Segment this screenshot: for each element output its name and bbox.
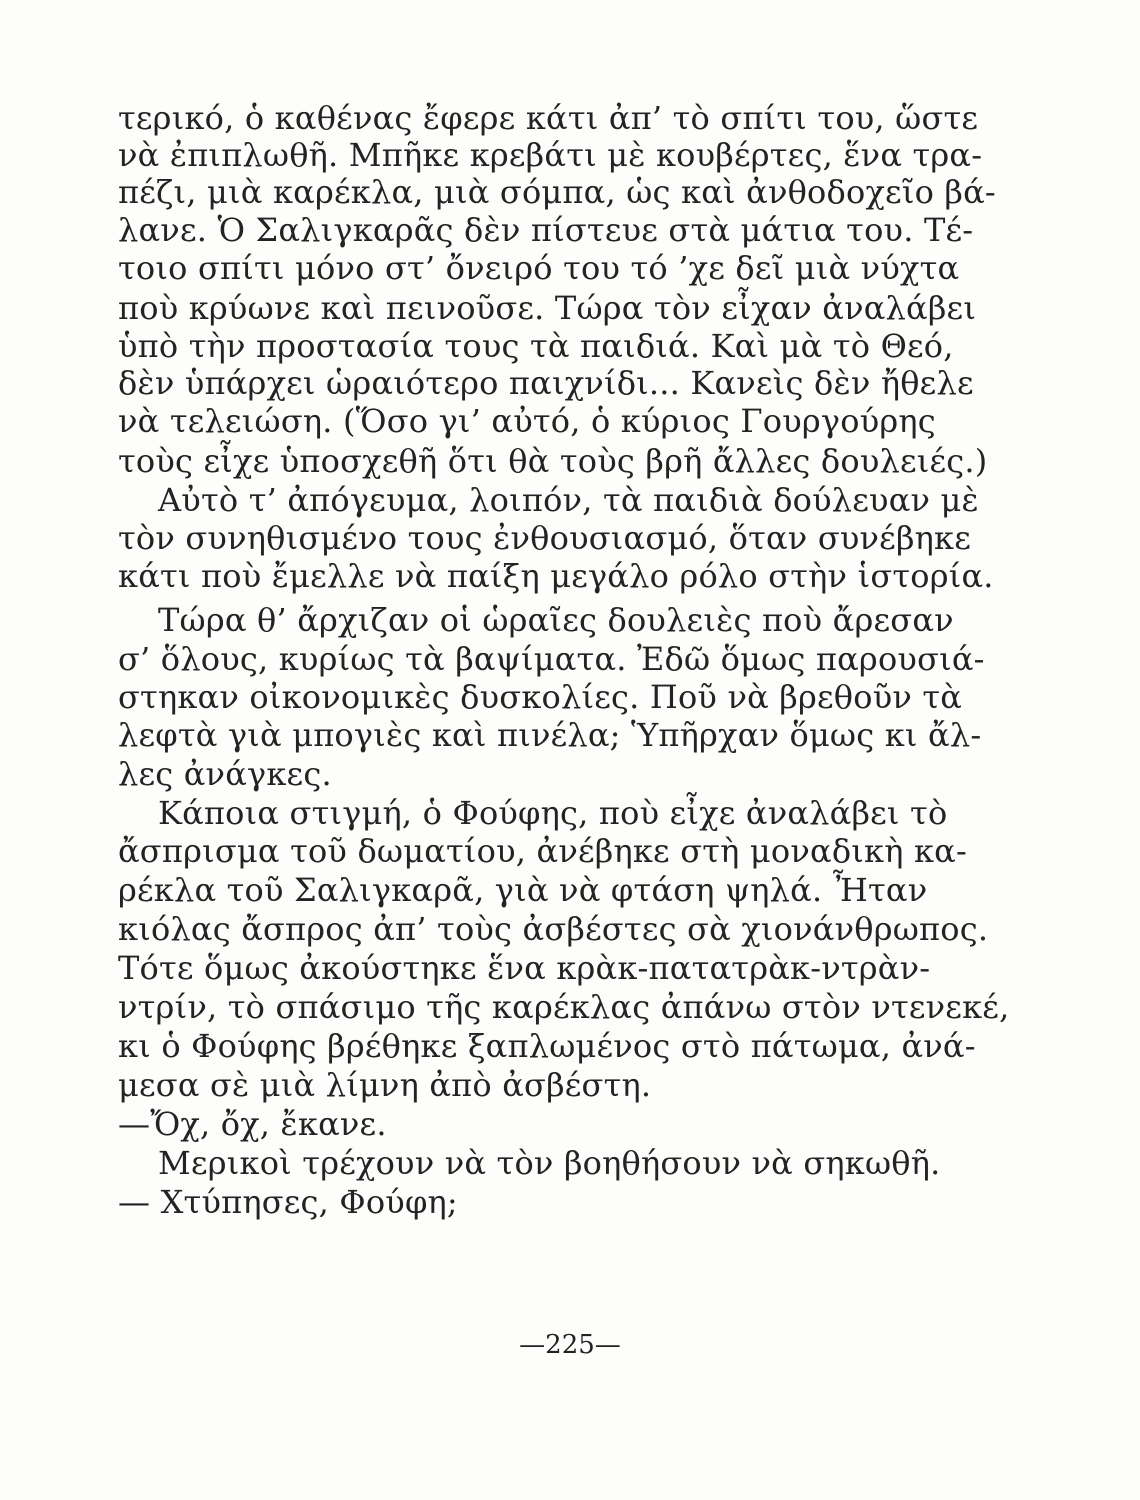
- text-line: τοιο σπίτι μόνο στ’ ὄνειρό του τό ’χε δεῖ μιὰ νύχτα: [118, 249, 960, 287]
- text-line: λεφτὰ γιὰ μπογιὲς καὶ πινέλα; Ὑπῆρχαν ὅμως κι ἄλ-: [118, 716, 982, 754]
- text-line: δὲν ὑπάρχει ὡραιότερο παιχνίδι... Κανεὶς δὲν ἤθελε: [118, 364, 974, 402]
- text-line: τερικό, ὁ καθένας ἔφερε κάτι ἀπ’ τὸ σπίτι του, ὥστε: [118, 99, 979, 137]
- paragraph-start-line: Κάποια στιγμή, ὁ Φούφης, ποὺ εἶχε ἀναλάβει τὸ: [158, 794, 948, 832]
- text-line: Τότε ὅμως ἀκούστηκε ἕνα κρὰκ-πατατρὰκ-ντρὰν-: [118, 949, 931, 987]
- text-line: ἄσπρισμα τοῦ δωματίου, ἀνέβηκε στὴ μοναδικὴ κα-: [118, 832, 967, 870]
- dialogue-line: — Χτύπησες, Φούφη;: [118, 1183, 458, 1221]
- text-line: μεσα σὲ μιὰ λίμνη ἀπὸ ἀσβέστη.: [118, 1066, 652, 1104]
- text-line: πέζι, μιὰ καρέκλα, μιὰ σόμπα, ὡς καὶ ἀνθοδοχεῖο βά-: [118, 173, 996, 211]
- text-line: ντρίν, τὸ σπάσιμο τῆς καρέκλας ἀπάνω στὸν ντενεκέ,: [118, 988, 1010, 1026]
- text-line: τὸν συνηθισμένο τους ἐνθουσιασμό, ὅταν συνέβηκε: [118, 519, 971, 557]
- text-line: ὑπὸ τὴν προστασία τους τὰ παιδιά. Καὶ μὰ τὸ Θεό,: [118, 327, 954, 365]
- text-line: λες ἀνάγκες.: [118, 755, 332, 793]
- text-line: κάτι ποὺ ἔμελλε νὰ παίξη μεγάλο ρόλο στὴν ἱστορία.: [118, 557, 994, 595]
- text-line: κι ὁ Φούφης βρέθηκε ξαπλωμένος στὸ πάτωμα, ἀνά-: [118, 1027, 976, 1065]
- dialogue-line: —Ὄχ, ὄχ, ἔκανε.: [118, 1105, 387, 1143]
- text-line: τοὺς εἶχε ὑποσχεθῆ ὅτι θὰ τοὺς βρῆ ἄλλες δουλειές.): [118, 442, 988, 480]
- paragraph-start-line: Μερικοὶ τρέχουν νὰ τὸν βοηθήσουν νὰ σηκωθῆ.: [158, 1144, 941, 1182]
- text-line: λανε. Ὁ Σαλιγκαρᾶς δὲν πίστευε στὰ μάτια του. Τέ-: [118, 211, 974, 249]
- paragraph-start-line: Αὐτὸ τ’ ἀπόγευμα, λοιπόν, τὰ παιδιὰ δούλευαν μὲ: [158, 481, 979, 519]
- text-line: νὰ τελειώση. (Ὅσο γι’ αὐτό, ὁ κύριος Γουργούρης: [118, 402, 936, 440]
- text-line: κιόλας ἄσπρος ἀπ’ τοὺς ἀσβέστες σὰ χιονάνθρωπος.: [118, 910, 989, 948]
- text-line: νὰ ἐπιπλωθῆ. Μπῆκε κρεβάτι μὲ κουβέρτες, ἕνα τρα-: [118, 136, 983, 174]
- text-line: στηκαν οἰκονομικὲς δυσκολίες. Ποῦ νὰ βρεθοῦν τὰ: [118, 678, 963, 716]
- page-number: —225—: [519, 1330, 621, 1360]
- text-line: ποὺ κρύωνε καὶ πεινοῦσε. Τώρα τὸν εἶχαν ἀναλάβει: [118, 289, 977, 327]
- paragraph-start-line: Τώρα θ’ ἄρχιζαν οἱ ὡραῖες δουλειὲς ποὺ ἄρεσαν: [158, 601, 954, 639]
- text-line: ρέκλα τοῦ Σαλιγκαρᾶ, γιὰ νὰ φτάση ψηλά. Ἦταν: [118, 871, 928, 909]
- text-line: σ’ ὅλους, κυρίως τὰ βαψίματα. Ἐδῶ ὅμως παρουσιά-: [118, 640, 985, 678]
